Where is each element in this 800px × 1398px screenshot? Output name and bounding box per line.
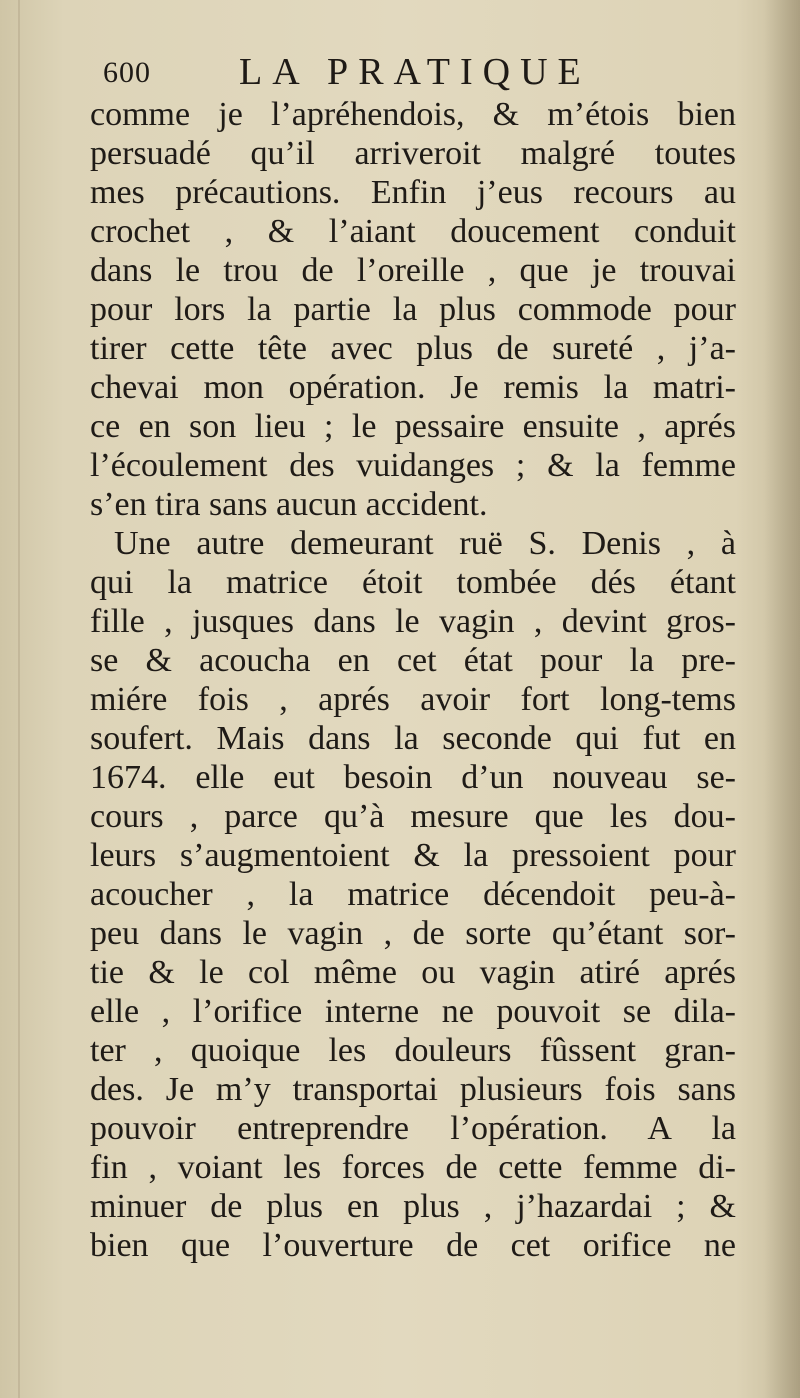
text-line: acoucher , la matrice décendoit peu-à- [90, 876, 736, 913]
text-line: miére fois , aprés avoir fort long-tems [90, 681, 736, 718]
text-line: pour lors la partie la plus commode pour [90, 291, 736, 328]
text-line: tirer cette tête avec plus de sureté , j’a- [90, 330, 736, 367]
text-line: mes précautions. Enfin j’eus recours au [90, 174, 736, 211]
text-line: se & acoucha en cet état pour la pre- [90, 642, 736, 679]
page-number: 600 [103, 56, 151, 89]
text-line: fin , voiant les forces de cette femme di- [90, 1149, 736, 1186]
text-line: qui la matrice étoit tombée dés étant [90, 564, 736, 601]
text-line: ce en son lieu ; le pessaire ensuite , aprés [90, 408, 736, 445]
running-title: LA PRATIQUE [239, 51, 591, 93]
text-line: comme je l’apréhendois, & m’étois bien [90, 96, 736, 133]
body-text [90, 95, 736, 1265]
paragraph-1 [90, 95, 736, 524]
text-line: minuer de plus en plus , j’hazardai ; & [90, 1188, 736, 1225]
text-line: 1674. elle eut besoin d’un nouveau se- [90, 759, 736, 796]
text-line: fille , jusques dans le vagin , devint gros- [90, 603, 736, 640]
text-line: crochet , & l’aiant doucement conduit [90, 213, 736, 250]
text-line: pouvoir entreprendre l’opération. A la [90, 1110, 736, 1147]
text-line: persuadé qu’il arriveroit malgré toutes [90, 135, 736, 172]
text-line: leurs s’augmentoient & la pressoient pour [90, 837, 736, 874]
text-line: cours , parce qu’à mesure que les dou- [90, 798, 736, 835]
text-line: soufert. Mais dans la seconde qui fut en [90, 720, 736, 757]
text-line: dans le trou de l’oreille , que je trouvai [90, 252, 736, 289]
text-line: s’en tira sans aucun accident. [90, 486, 488, 523]
text-line: peu dans le vagin , de sorte qu’étant sor- [90, 915, 736, 952]
page-header [103, 50, 743, 100]
text-line: Une autre demeurant ruë S. Denis , à [114, 525, 736, 562]
text-line: l’écoulement des vuidanges ; & la femme [90, 447, 736, 484]
text-line: ter , quoique les douleurs fûssent gran- [90, 1032, 736, 1069]
paragraph-2 [90, 524, 736, 1265]
text-line: des. Je m’y transportai plusieurs fois sans [90, 1071, 736, 1108]
text-line: tie & le col même ou vagin atiré aprés [90, 954, 736, 991]
text-line: elle , l’orifice interne ne pouvoit se dila- [90, 993, 736, 1030]
text-line: chevai mon opération. Je remis la matri- [90, 369, 736, 406]
text-line: bien que l’ouverture de cet orifice ne [90, 1227, 736, 1264]
